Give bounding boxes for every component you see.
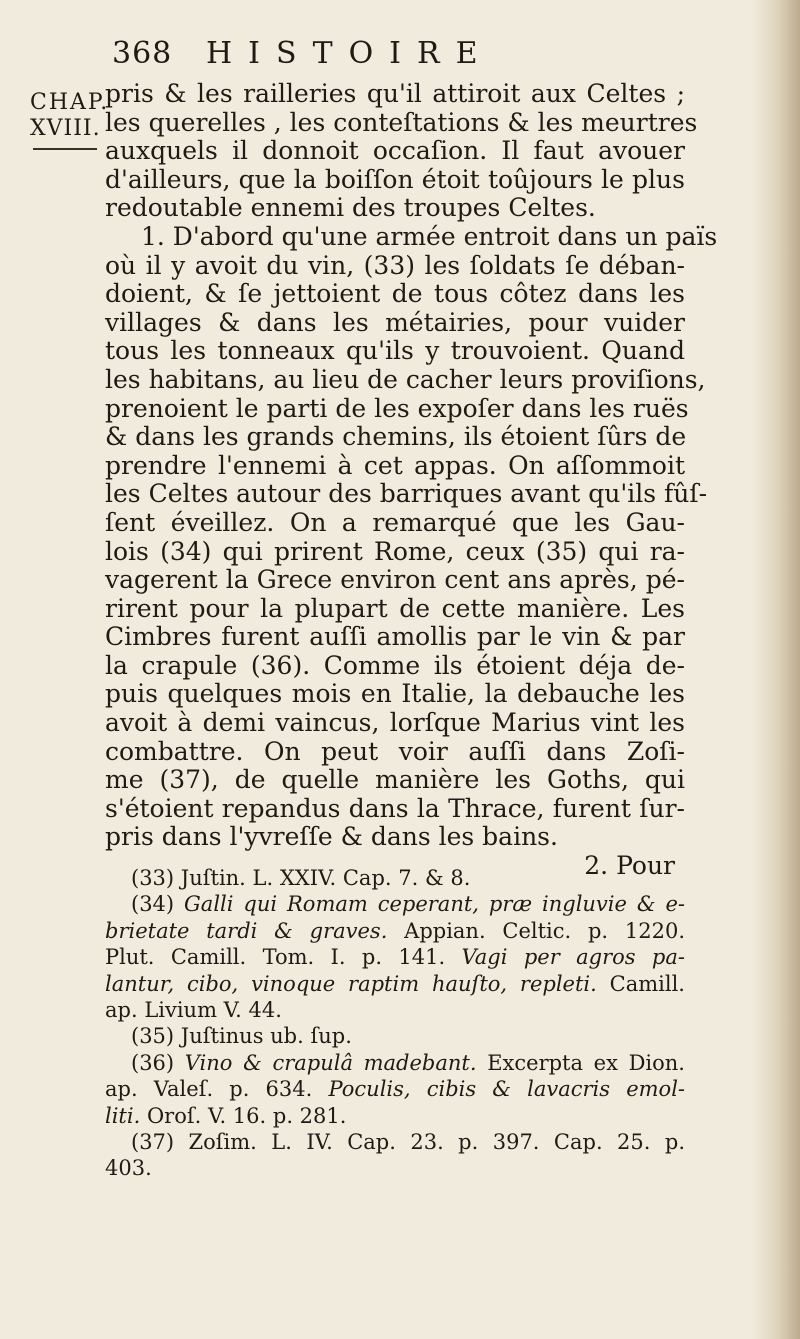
text-line: puis quelques mois en Italie, la debauche les bbox=[105, 679, 685, 709]
text-line: avoit à demi vaincus, lorſque Marius vint les bbox=[105, 708, 685, 738]
text-line: rirent pour la plupart de cette manière. Les bbox=[105, 593, 685, 623]
running-title: HISTOIRE bbox=[206, 36, 494, 71]
text-line: villages & dans les métairies, pour vuider bbox=[105, 307, 685, 337]
margin-chapter-note bbox=[30, 90, 110, 150]
text-line: où il y avoit du vin, (33) les ſoldats ſe déban- bbox=[105, 250, 685, 280]
footnote-line: (35) Juſtinus ub. ſup. bbox=[131, 1024, 352, 1049]
margin-chap-number: XVIII. bbox=[30, 116, 101, 141]
text-line: combattre. On peut voir auſſi dans Zoſi- bbox=[105, 736, 685, 766]
footnote-line: (34) Galli qui Romam ceperant, præ ingluvie & e- bbox=[131, 892, 685, 917]
footnote-line: (36) Vino & crapulâ madebant. Excerpta ex Dion. bbox=[131, 1050, 685, 1075]
text-line: prenoient le parti de les expoſer dans les ruës bbox=[105, 393, 689, 423]
footnote-line: brietate tardi & graves. Appian. Celtic. p. 1220. bbox=[105, 918, 685, 943]
text-line: les querelles , les conteſtations & les meurtres bbox=[105, 107, 698, 137]
text-line: 1. D'abord qu'une armée entroit dans un païs bbox=[141, 221, 718, 251]
text-line: doient, & ſe jettoient de tous côtez dans les bbox=[105, 279, 685, 309]
text-line: les habitans, au lieu de cacher leurs proviſions, bbox=[105, 364, 706, 394]
footnote-line: lantur, cibo, vinoque raptim hauſto, repleti. Camill. bbox=[105, 971, 685, 996]
running-head bbox=[112, 30, 672, 80]
text-line: Cimbres furent auſſi amollis par le vin & par bbox=[105, 622, 685, 652]
text-line: vagerent la Grece environ cent ans après, pé- bbox=[105, 565, 685, 595]
footnote-line: ap. Livium V. 44. bbox=[105, 997, 282, 1022]
footnote-line: ap. Valeſ. p. 634. Poculis, cibis & lavacris emol- bbox=[105, 1077, 685, 1102]
text-line: redoutable ennemi des troupes Celtes. bbox=[105, 193, 596, 223]
margin-rule bbox=[33, 148, 97, 150]
text-line: les Celtes autour des barriques avant qu'ils fûſ- bbox=[105, 479, 708, 509]
text-line: me (37), de quelle manière les Goths, qui bbox=[105, 765, 685, 795]
page-number: 368 bbox=[112, 36, 173, 71]
text-line: pris & les railleries qu'il attiroit aux Celtes ; bbox=[105, 79, 685, 108]
text-line: prendre l'ennemi à cet appas. On aſſommoit bbox=[105, 450, 685, 480]
text-line: lois (34) qui prirent Rome, ceux (35) qui ra- bbox=[105, 536, 685, 566]
footnote-line: liti. Oroſ. V. 16. p. 281. bbox=[105, 1103, 347, 1128]
footnote-line: (37) Zoſim. L. IV. Cap. 23. p. 397. Cap. 25. p. bbox=[131, 1129, 685, 1154]
page-edge-shadow bbox=[752, 0, 800, 1339]
text-line: d'ailleurs, que la boiſſon étoit toûjours le plus bbox=[105, 164, 685, 194]
catchword: 2. Pour bbox=[584, 851, 675, 881]
footnotes bbox=[105, 865, 685, 1182]
footnote-line: 403. bbox=[105, 1156, 152, 1181]
text-line: auxquels il donnoit occaſion. Il faut avouer bbox=[105, 136, 685, 166]
text-line: & dans les grands chemins, ils étoient ſûrs de bbox=[105, 422, 687, 452]
footnote-line: Plut. Camill. Tom. I. p. 141. Vagi per agros pa- bbox=[105, 945, 685, 970]
text-line: pris dans l'yvreſſe & dans les bains. bbox=[105, 822, 558, 852]
text-line: ſent éveillez. On a remarqué que les Gau- bbox=[105, 507, 685, 537]
text-line: tous les tonneaux qu'ils y trouvoient. Quand bbox=[105, 336, 685, 366]
footnote-line: (33) Juſtin. L. XXIV. Cap. 7. & 8. bbox=[131, 866, 471, 890]
main-text bbox=[105, 79, 718, 881]
text-line: s'étoient repandus dans la Thrace, furent ſur- bbox=[105, 793, 685, 823]
margin-chap-label: CHAP. bbox=[30, 90, 110, 115]
text-line: la crapule (36). Comme ils étoient déja de- bbox=[105, 650, 685, 680]
